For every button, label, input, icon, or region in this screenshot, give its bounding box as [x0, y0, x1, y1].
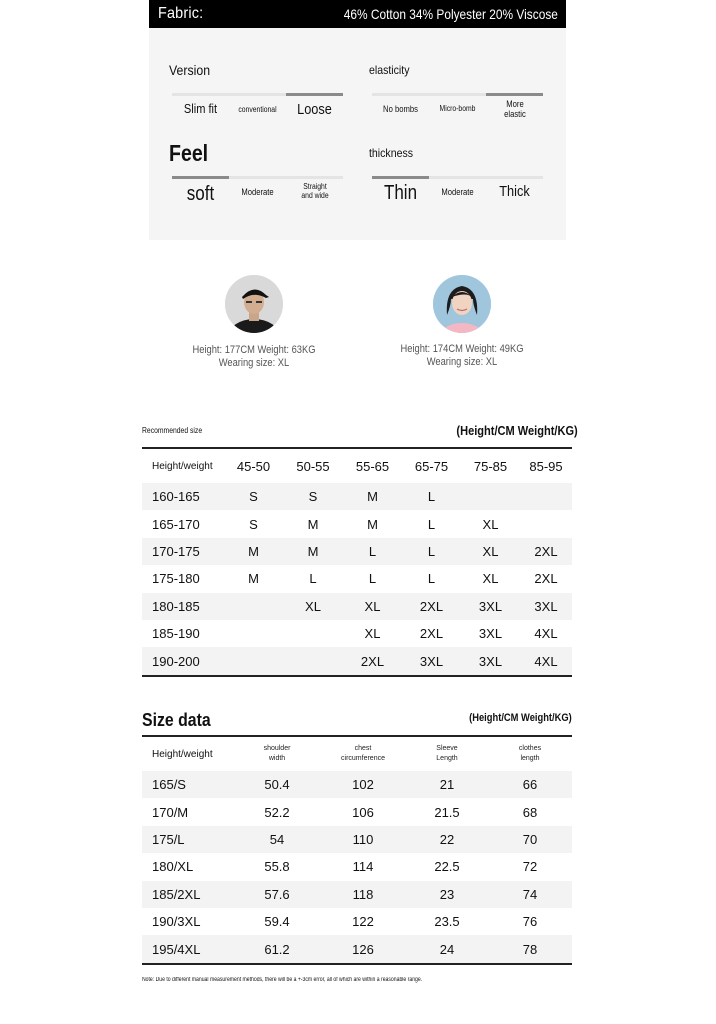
male-model-avatar	[225, 275, 283, 333]
table-cell: 175-180	[152, 571, 200, 587]
table-cell: 118	[352, 886, 374, 902]
table-row	[142, 826, 572, 853]
table-cell: 180/XL	[152, 859, 194, 875]
size-data-unit: (Height/CM Weight/KG)	[469, 712, 572, 724]
elasticity-selected-indicator	[486, 93, 543, 96]
table-cell: M	[248, 571, 259, 587]
table-cell: 74	[522, 886, 538, 902]
table-cell: 78	[522, 941, 538, 957]
thickness-option-thin: Thin	[383, 182, 418, 204]
thickness-title: thickness	[369, 146, 414, 160]
elasticity-option-micro-bomb: Micro-bomb	[439, 104, 476, 113]
table-cell: M	[307, 543, 319, 559]
table-cell: 59.4	[264, 914, 290, 930]
table-cell: L	[427, 543, 436, 559]
table-cell: 61.2	[264, 941, 290, 957]
size-data-table	[142, 735, 572, 965]
version-option-slim-fit: Slim fit	[183, 101, 218, 116]
table-cell: 2XL	[419, 598, 444, 614]
table-row	[142, 771, 572, 798]
table-cell: 21.5	[434, 804, 460, 820]
attributes-panel	[149, 28, 566, 240]
table-cell: L	[427, 489, 436, 505]
table-cell: 185/2XL	[152, 886, 201, 902]
column-header: 85-95	[529, 458, 563, 474]
female-model-avatar	[433, 275, 491, 333]
table-cell: 165-170	[152, 516, 200, 532]
fabric-label: Fabric:	[158, 5, 204, 22]
thickness-option-moderate: Moderate	[441, 187, 474, 197]
table-cell: 24	[439, 941, 455, 957]
male-model-info	[174, 344, 334, 370]
column-header: 65-75	[414, 458, 449, 474]
table-cell: 126	[352, 941, 374, 957]
table-row	[142, 853, 572, 880]
column-header: 55-65	[355, 458, 390, 474]
table-cell: XL	[364, 598, 381, 614]
elasticity-option-more-elastic: More elastic	[504, 99, 526, 120]
table-cell: 170/M	[152, 804, 189, 820]
feel-selected-indicator	[172, 176, 229, 179]
table-cell: 190/3XL	[152, 914, 201, 930]
table-cell: 170-175	[152, 543, 200, 559]
measurement-note: Note: Due to different manual measurement methods, there will be a +-3cm error, all of which are within a reasonable range.	[142, 977, 423, 983]
table-row	[142, 881, 572, 908]
table-cell: M	[367, 489, 378, 505]
column-header: shoulder width	[263, 745, 291, 762]
size-data-title: Size data	[142, 710, 211, 730]
table-cell: 102	[352, 777, 374, 793]
elasticity-title: elasticity	[369, 63, 410, 77]
table-cell: 70	[522, 831, 538, 847]
table-cell: 68	[522, 804, 538, 820]
table-row	[142, 798, 572, 825]
feel-title: Feel	[169, 140, 209, 166]
version-option-conventional: conventional	[238, 105, 277, 114]
table-cell: S	[249, 489, 258, 505]
table-row	[142, 620, 572, 647]
table-row	[142, 510, 572, 537]
fabric-header	[149, 0, 566, 28]
table-cell: 23.5	[434, 914, 460, 930]
table-header-row	[142, 449, 572, 483]
column-header: Sleeve Length	[436, 745, 458, 762]
table-cell: 2XL	[534, 571, 558, 587]
table-cell: 3XL	[534, 598, 558, 614]
table-cell: 72	[522, 859, 538, 875]
table-cell: 55.8	[264, 859, 290, 875]
table-cell: 3XL	[419, 653, 444, 669]
table-cell: L	[368, 571, 377, 587]
table-cell: 3XL	[478, 598, 503, 614]
table-cell: 76	[522, 914, 538, 930]
table-cell: 2XL	[360, 653, 385, 669]
version-title: Version	[169, 62, 211, 78]
table-cell: 4XL	[534, 626, 558, 642]
table-row	[142, 908, 572, 935]
version-selected-indicator	[286, 93, 343, 96]
table-row	[142, 647, 572, 674]
table-cell: XL	[482, 516, 499, 532]
table-cell: S	[249, 516, 258, 532]
thickness-selected-indicator	[372, 176, 429, 179]
recommended-size-caption: Recommended size	[142, 426, 203, 435]
column-header: 50-55	[296, 458, 330, 474]
table-cell: L	[368, 543, 377, 559]
recommended-size-rows	[142, 483, 572, 675]
recommended-size-table	[142, 447, 572, 677]
table-cell: 185-190	[152, 626, 200, 642]
table-cell: 122	[352, 914, 374, 930]
table-cell: 2XL	[419, 626, 444, 642]
table-cell: M	[248, 543, 259, 559]
feel-option-soft: soft	[186, 183, 215, 205]
table-cell: M	[307, 516, 319, 532]
table-row	[142, 935, 572, 962]
table-cell: 190-200	[152, 653, 200, 669]
version-option-loose: Loose	[297, 101, 332, 118]
column-header: clothes length	[518, 745, 542, 762]
female-model-measurements: Height: 174CM Weight: 49KG	[400, 343, 524, 355]
column-header: Height/weight	[152, 460, 213, 472]
table-header-row	[142, 737, 572, 771]
table-cell: M	[367, 516, 378, 532]
size-data-rows	[142, 771, 572, 963]
table-cell: XL	[482, 571, 499, 587]
elasticity-option-no-bombs: No bombs	[383, 104, 418, 114]
table-row	[142, 565, 572, 592]
table-cell: XL	[305, 598, 321, 614]
column-header: 75-85	[473, 458, 508, 474]
table-cell: 66	[522, 777, 538, 793]
column-header: Height/weight	[152, 748, 213, 760]
table-cell: L	[427, 571, 436, 587]
recommended-unit: (Height/CM Weight/KG)	[456, 423, 578, 438]
female-model-size: Wearing size: XL	[426, 356, 498, 368]
table-cell: 3XL	[478, 626, 503, 642]
table-cell: 22	[439, 831, 455, 847]
thickness-option-thick: Thick	[499, 183, 530, 200]
table-cell: 110	[352, 831, 374, 847]
table-cell: 4XL	[534, 653, 558, 669]
table-cell: XL	[482, 543, 499, 559]
feel-option-moderate: Moderate	[241, 187, 274, 197]
table-cell: 160-165	[152, 489, 200, 505]
table-cell: 21	[439, 777, 455, 793]
table-cell: 22.5	[434, 859, 460, 875]
table-row	[142, 538, 572, 565]
table-cell: 54	[269, 831, 285, 847]
table-cell: 114	[352, 859, 374, 875]
feel-option-straight-and-wide: Straight and wide	[301, 182, 329, 201]
table-cell: 195/4XL	[152, 941, 201, 957]
table-cell: 175/L	[152, 831, 185, 847]
table-row	[142, 483, 572, 510]
table-cell: 180-185	[152, 598, 200, 614]
male-model-measurements: Height: 177CM Weight: 63KG	[192, 344, 316, 356]
table-cell: L	[309, 571, 317, 587]
table-cell: 23	[439, 886, 455, 902]
table-cell: XL	[364, 626, 381, 642]
table-cell: 106	[352, 804, 374, 820]
table-cell: 3XL	[478, 653, 503, 669]
table-cell: 52.2	[264, 804, 290, 820]
table-cell: S	[308, 489, 318, 505]
table-cell: 165/S	[152, 777, 186, 793]
table-cell: 50.4	[264, 777, 290, 793]
column-header: chest circumference	[341, 745, 385, 762]
table-cell: 57.6	[264, 886, 290, 902]
table-cell: 2XL	[534, 543, 558, 559]
fabric-composition: 46% Cotton 34% Polyester 20% Viscose	[343, 6, 558, 22]
column-header: 45-50	[236, 458, 271, 474]
table-row	[142, 593, 572, 620]
female-model-info	[382, 343, 542, 369]
male-model-size: Wearing size: XL	[218, 357, 290, 369]
table-cell: L	[427, 516, 436, 532]
